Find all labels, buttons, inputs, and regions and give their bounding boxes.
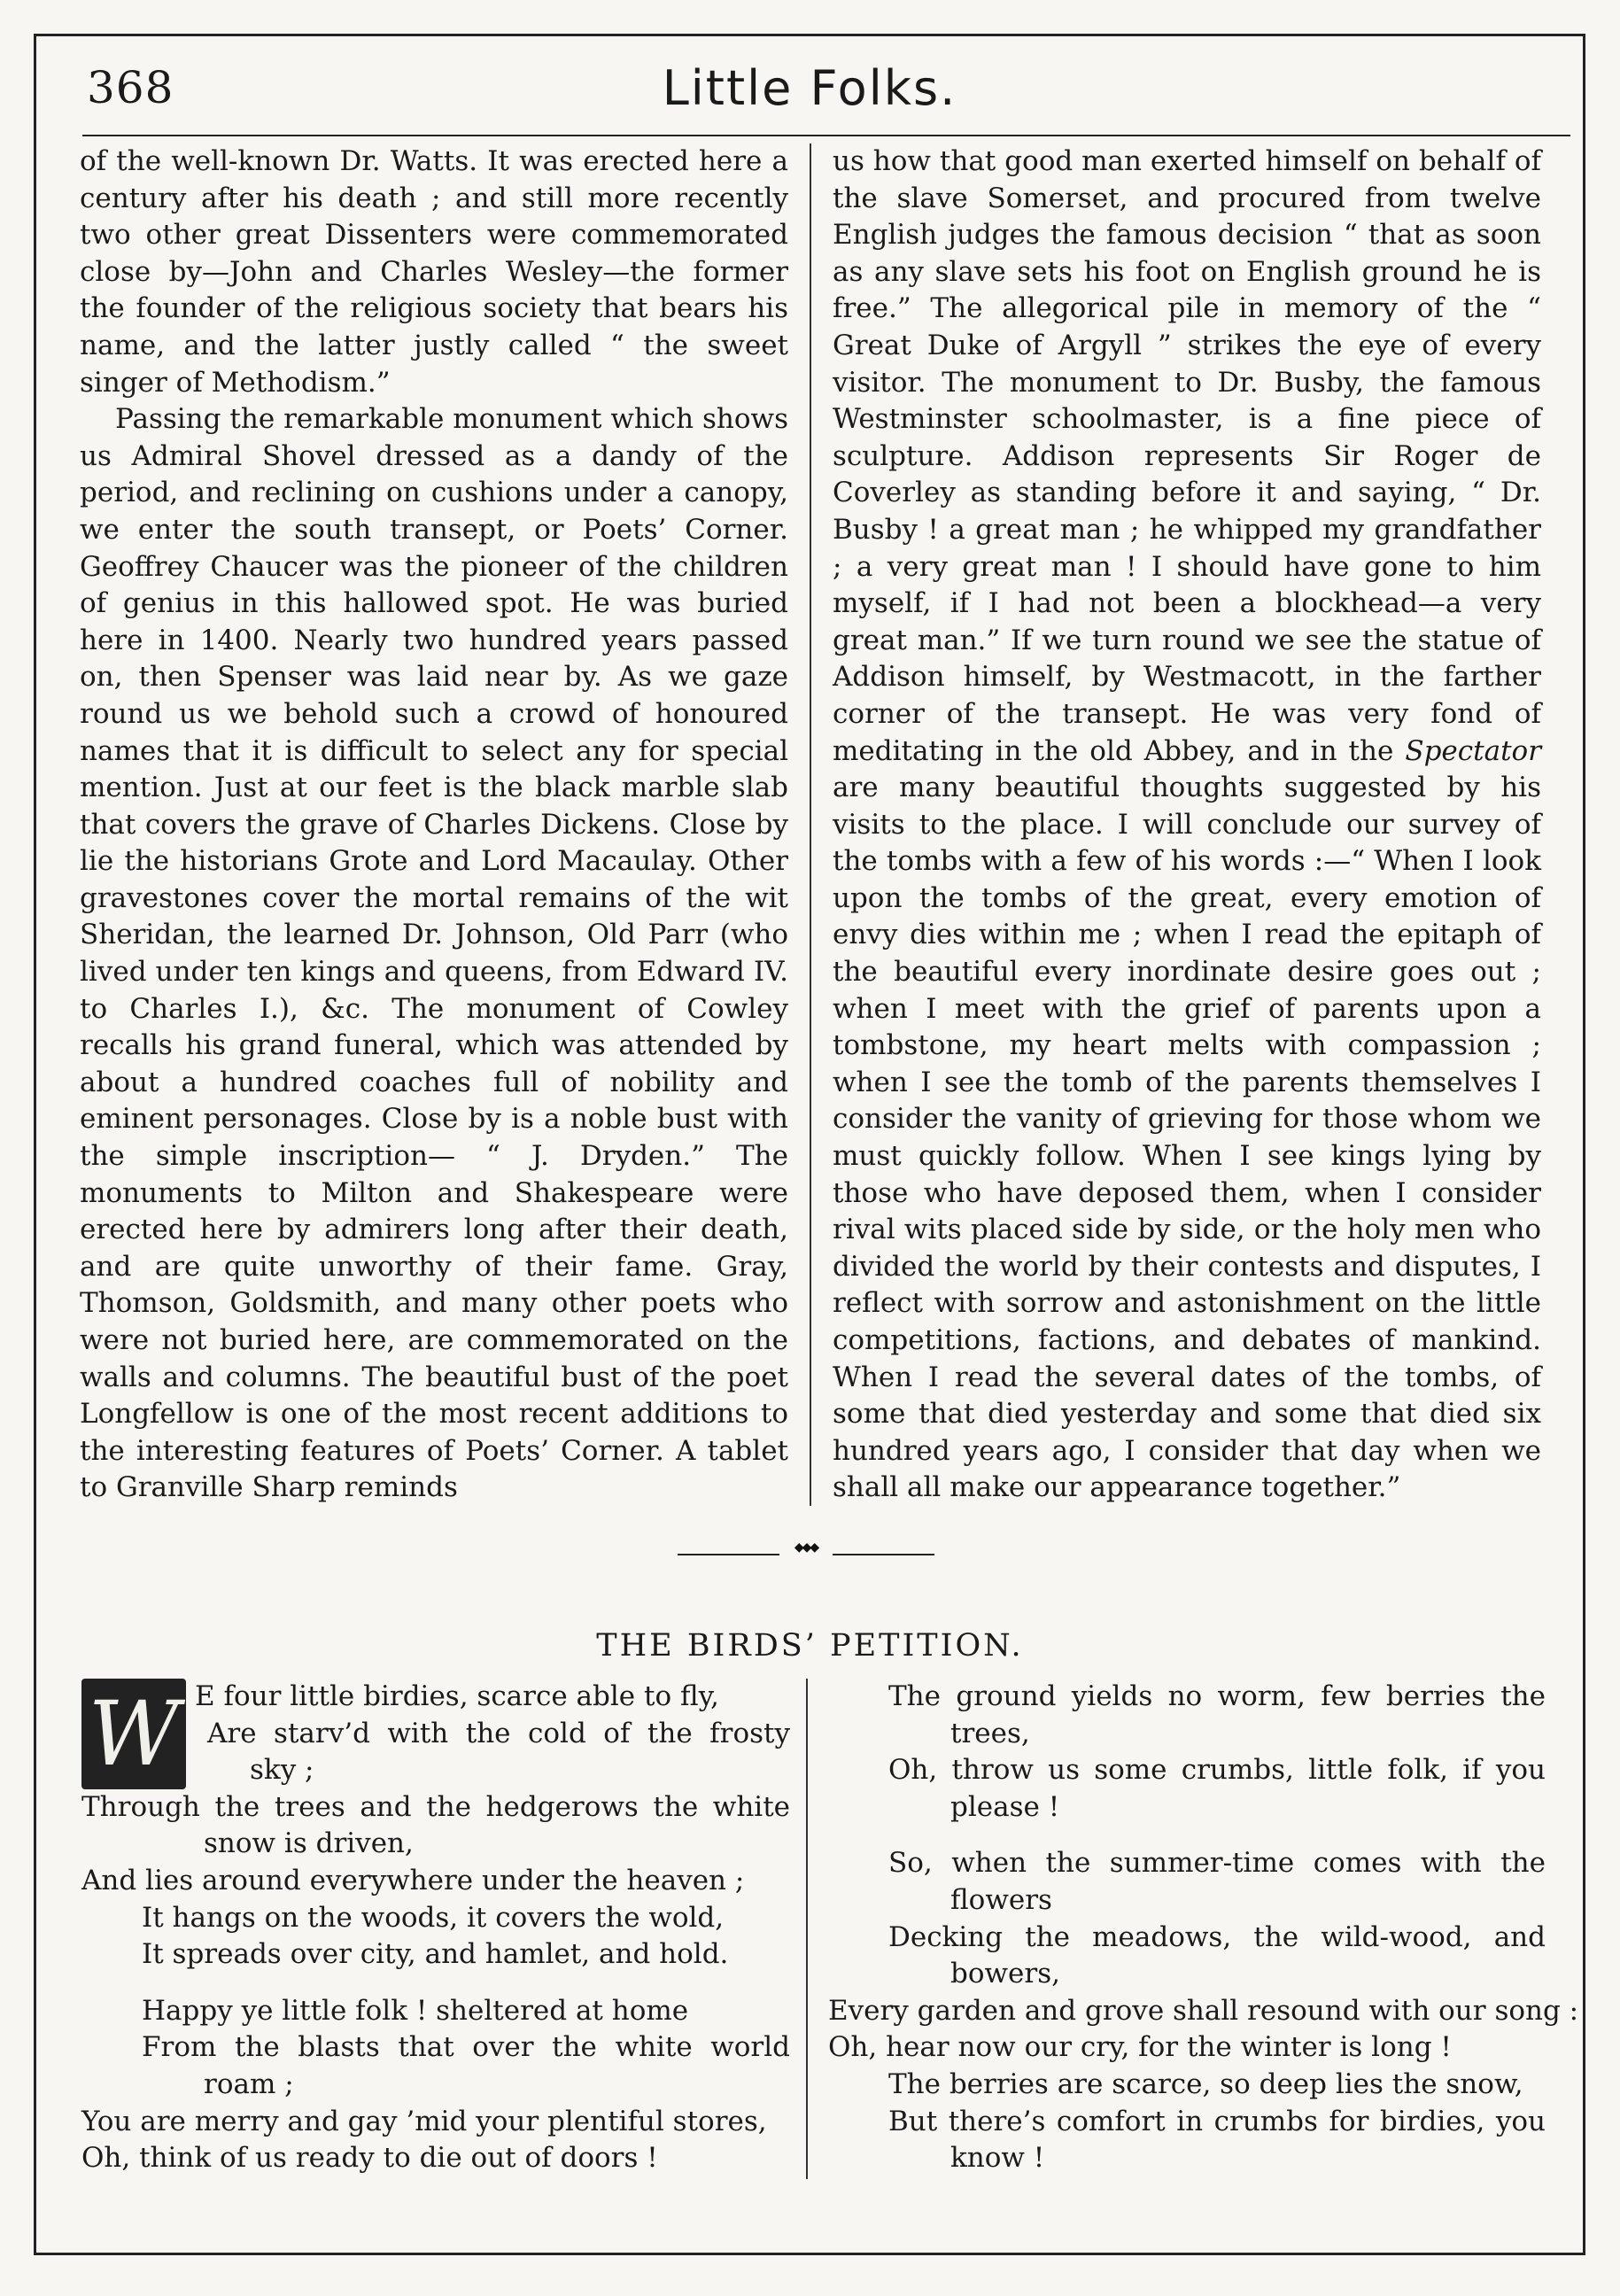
ornament-line bbox=[678, 1554, 779, 1555]
poem-line: So, when the summer-time comes with the bbox=[888, 1847, 1546, 1880]
poem-line: Oh, think of us ready to die out of doors ! bbox=[81, 2142, 658, 2175]
poem-line: roam ; bbox=[204, 2067, 294, 2100]
section-ornament bbox=[678, 1540, 934, 1563]
poem-left-column bbox=[81, 1679, 790, 2197]
poem-line: Through the trees and the hedgerows the white bbox=[81, 1790, 790, 1823]
article-text: are many beautiful thoughts suggested by his visits to the place. I will conclude our survey of the tombs with a few of his words :—“ When I look upon the tombs of the great, every emotion of envy dies within me ; when I read the epitaph of the beautiful every inordinate desire goes out ; when I meet with the grief of parents upon a tombstone, my heart melts with compassion ; when I see the tomb of the parents themselves I consider the vanity of grieving for those whom we must quickly follow. When I see kings lying by those who have deposed them, when I consider rival wits placed side by side, or the holy men who divided the world by their contests and disputes, I reflect with sorrow and astonishment on the little competitions, factions, and debates of mankind. When I read the several dates of the tombs, of some that died yesterday and some that died six hundred years ago, I consider that day when we shall all make our appearance together.” bbox=[833, 772, 1541, 1504]
article-left-column bbox=[80, 144, 788, 1507]
poem-stanza bbox=[81, 1679, 790, 1974]
article-paragraph: Passing the remarkable monument which shows us Admiral Shovel dressed as a dandy of the period, and reclining on cushions under a canopy, we enter the south transept, or Poets’ Corner. Geoffrey Chaucer was the pioneer of the children of genius in this hallowed spot. He was buried here in 1400. Nearly two hundred years passed on, then Spenser was laid near by. As we gaze round us we behold such a crowd of honoured names that it is difficult to select any for special mention. Just at our feet is the black marble slab that covers the grave of Charles Dickens. Close by lie the historians Grote and Lord Macaulay. Other gravestones cover the mortal remains of the wit Sheridan, the learned Dr. Johnson, Old Parr (who lived under ten kings and queens, from Edward IV. to Charles I.), &c. The monument of Cowley recalls his grand funeral, which was attended by about a hundred coaches full of nobility and eminent personages. Close by is a noble bust with the simple inscription— “ J. Dryden.” The monuments to Milton and Shakespeare were erected here by admirers long after their death, and are quite unworthy of their fame. Gray, Thomson, Goldsmith, and many other poets who were not buried here, are commemorated on the walls and columns. The beautiful bust of the poet Longfellow is one of the most recent additions to the interesting features of Poets’ Corner. A tablet to Granville Sharp reminds bbox=[80, 403, 788, 1504]
article-paragraph: of the well-known Dr. Watts. It was erected here a century after his death ; and still more recently two other great Dissenters were commemorated close by—John and Charles Wesley—the former the founder of the religious society that bears his name, and the latter justly called “ the sweet singer of Methodism.” bbox=[80, 145, 788, 399]
poem-line: You are merry and gay ’mid your plentiful stores, bbox=[81, 2105, 767, 2137]
poem-line: Decking the meadows, the wild-wood, and bbox=[888, 1920, 1546, 1953]
poem-line: flowers bbox=[950, 1883, 1052, 1916]
poem-line: It spreads over city, and hamlet, and hold. bbox=[142, 1938, 729, 1971]
poem-line: bowers, bbox=[950, 1958, 1060, 1990]
poem-line: Every garden and grove shall resound with our song : bbox=[828, 1994, 1579, 2027]
diamond-ornament-icon: ◆◆◆ bbox=[794, 1540, 818, 1555]
poem-line: The berries are scarce, so deep lies the snow, bbox=[888, 2067, 1523, 2100]
article-paragraph bbox=[833, 144, 1541, 1507]
header-rule bbox=[82, 135, 1570, 136]
poem-line: It hangs on the woods, it covers the wold, bbox=[142, 1901, 725, 1934]
poem-title: THE BIRDS’ PETITION. bbox=[596, 1628, 1024, 1664]
poem-stanzas-right bbox=[828, 1679, 1579, 2177]
poem-line: Are starv’d with the cold of the frosty bbox=[207, 1717, 790, 1749]
poem-line: E four little birdies, scarce able to fly, bbox=[195, 1680, 719, 1712]
poem-line: Happy ye little folk ! sheltered at home bbox=[142, 1994, 689, 2027]
ornament-line bbox=[833, 1554, 934, 1555]
article-text: us how that good man exerted himself on behalf of the slave Somerset, and procured from twelve English judges the famous decision “ that as soon as any slave sets his foot on English ground he is free.” The allegorical pile in memory of the “ Great Duke of Argyll ” strikes the eye of every visitor. The monument to Dr. Busby, the famous Westminster schoolmaster, is a fine piece of sculpture. Addison represents Sir Roger de Coverley as standing before it and saying, “ Dr. Busby ! a great man ; he whipped my grandfather ; a very great man ! I should have gone to him myself, if I had not been a blockhead—a very great man.” If we turn round we see the statue of Addison himself, by Westmacott, in the farther corner of the transept. He was very fond of meditating in the old Abbey, and in the bbox=[833, 145, 1541, 767]
poem-stanza bbox=[828, 1845, 1579, 2176]
poem-line: Oh, hear now our cry, for the winter is long ! bbox=[828, 2031, 1452, 2064]
spectator-title: Spectator bbox=[1405, 734, 1542, 767]
poem-column-divider bbox=[806, 1679, 808, 2179]
poem-line: From the blasts that over the white world bbox=[142, 2031, 790, 2064]
poem-line: But there’s comfort in crumbs for birdies, you bbox=[888, 2105, 1546, 2137]
poem-right-column bbox=[828, 1679, 1579, 2197]
poem-line: please ! bbox=[950, 1790, 1060, 1823]
poem-line: And lies around everywhere under the heaven ; bbox=[81, 1864, 745, 1897]
column-divider bbox=[810, 144, 811, 1506]
poem-stanza bbox=[81, 1993, 790, 2177]
poem-line: snow is driven, bbox=[204, 1827, 414, 1860]
poem-line: Oh, throw us some crumbs, little folk, if you bbox=[888, 1754, 1546, 1787]
poem-stanzas-left bbox=[81, 1679, 790, 2177]
drop-cap: W bbox=[81, 1679, 186, 1789]
poem-line: sky ; bbox=[250, 1754, 314, 1787]
poem-line: trees, bbox=[950, 1717, 1030, 1749]
poem-stanza bbox=[828, 1679, 1546, 1826]
article-right-column bbox=[833, 144, 1541, 1507]
page-number: 368 bbox=[87, 62, 174, 113]
poem-line: The ground yields no worm, few berries the bbox=[888, 1680, 1546, 1712]
magazine-title: Little Folks. bbox=[662, 60, 957, 116]
poem-line: know ! bbox=[950, 2142, 1045, 2175]
